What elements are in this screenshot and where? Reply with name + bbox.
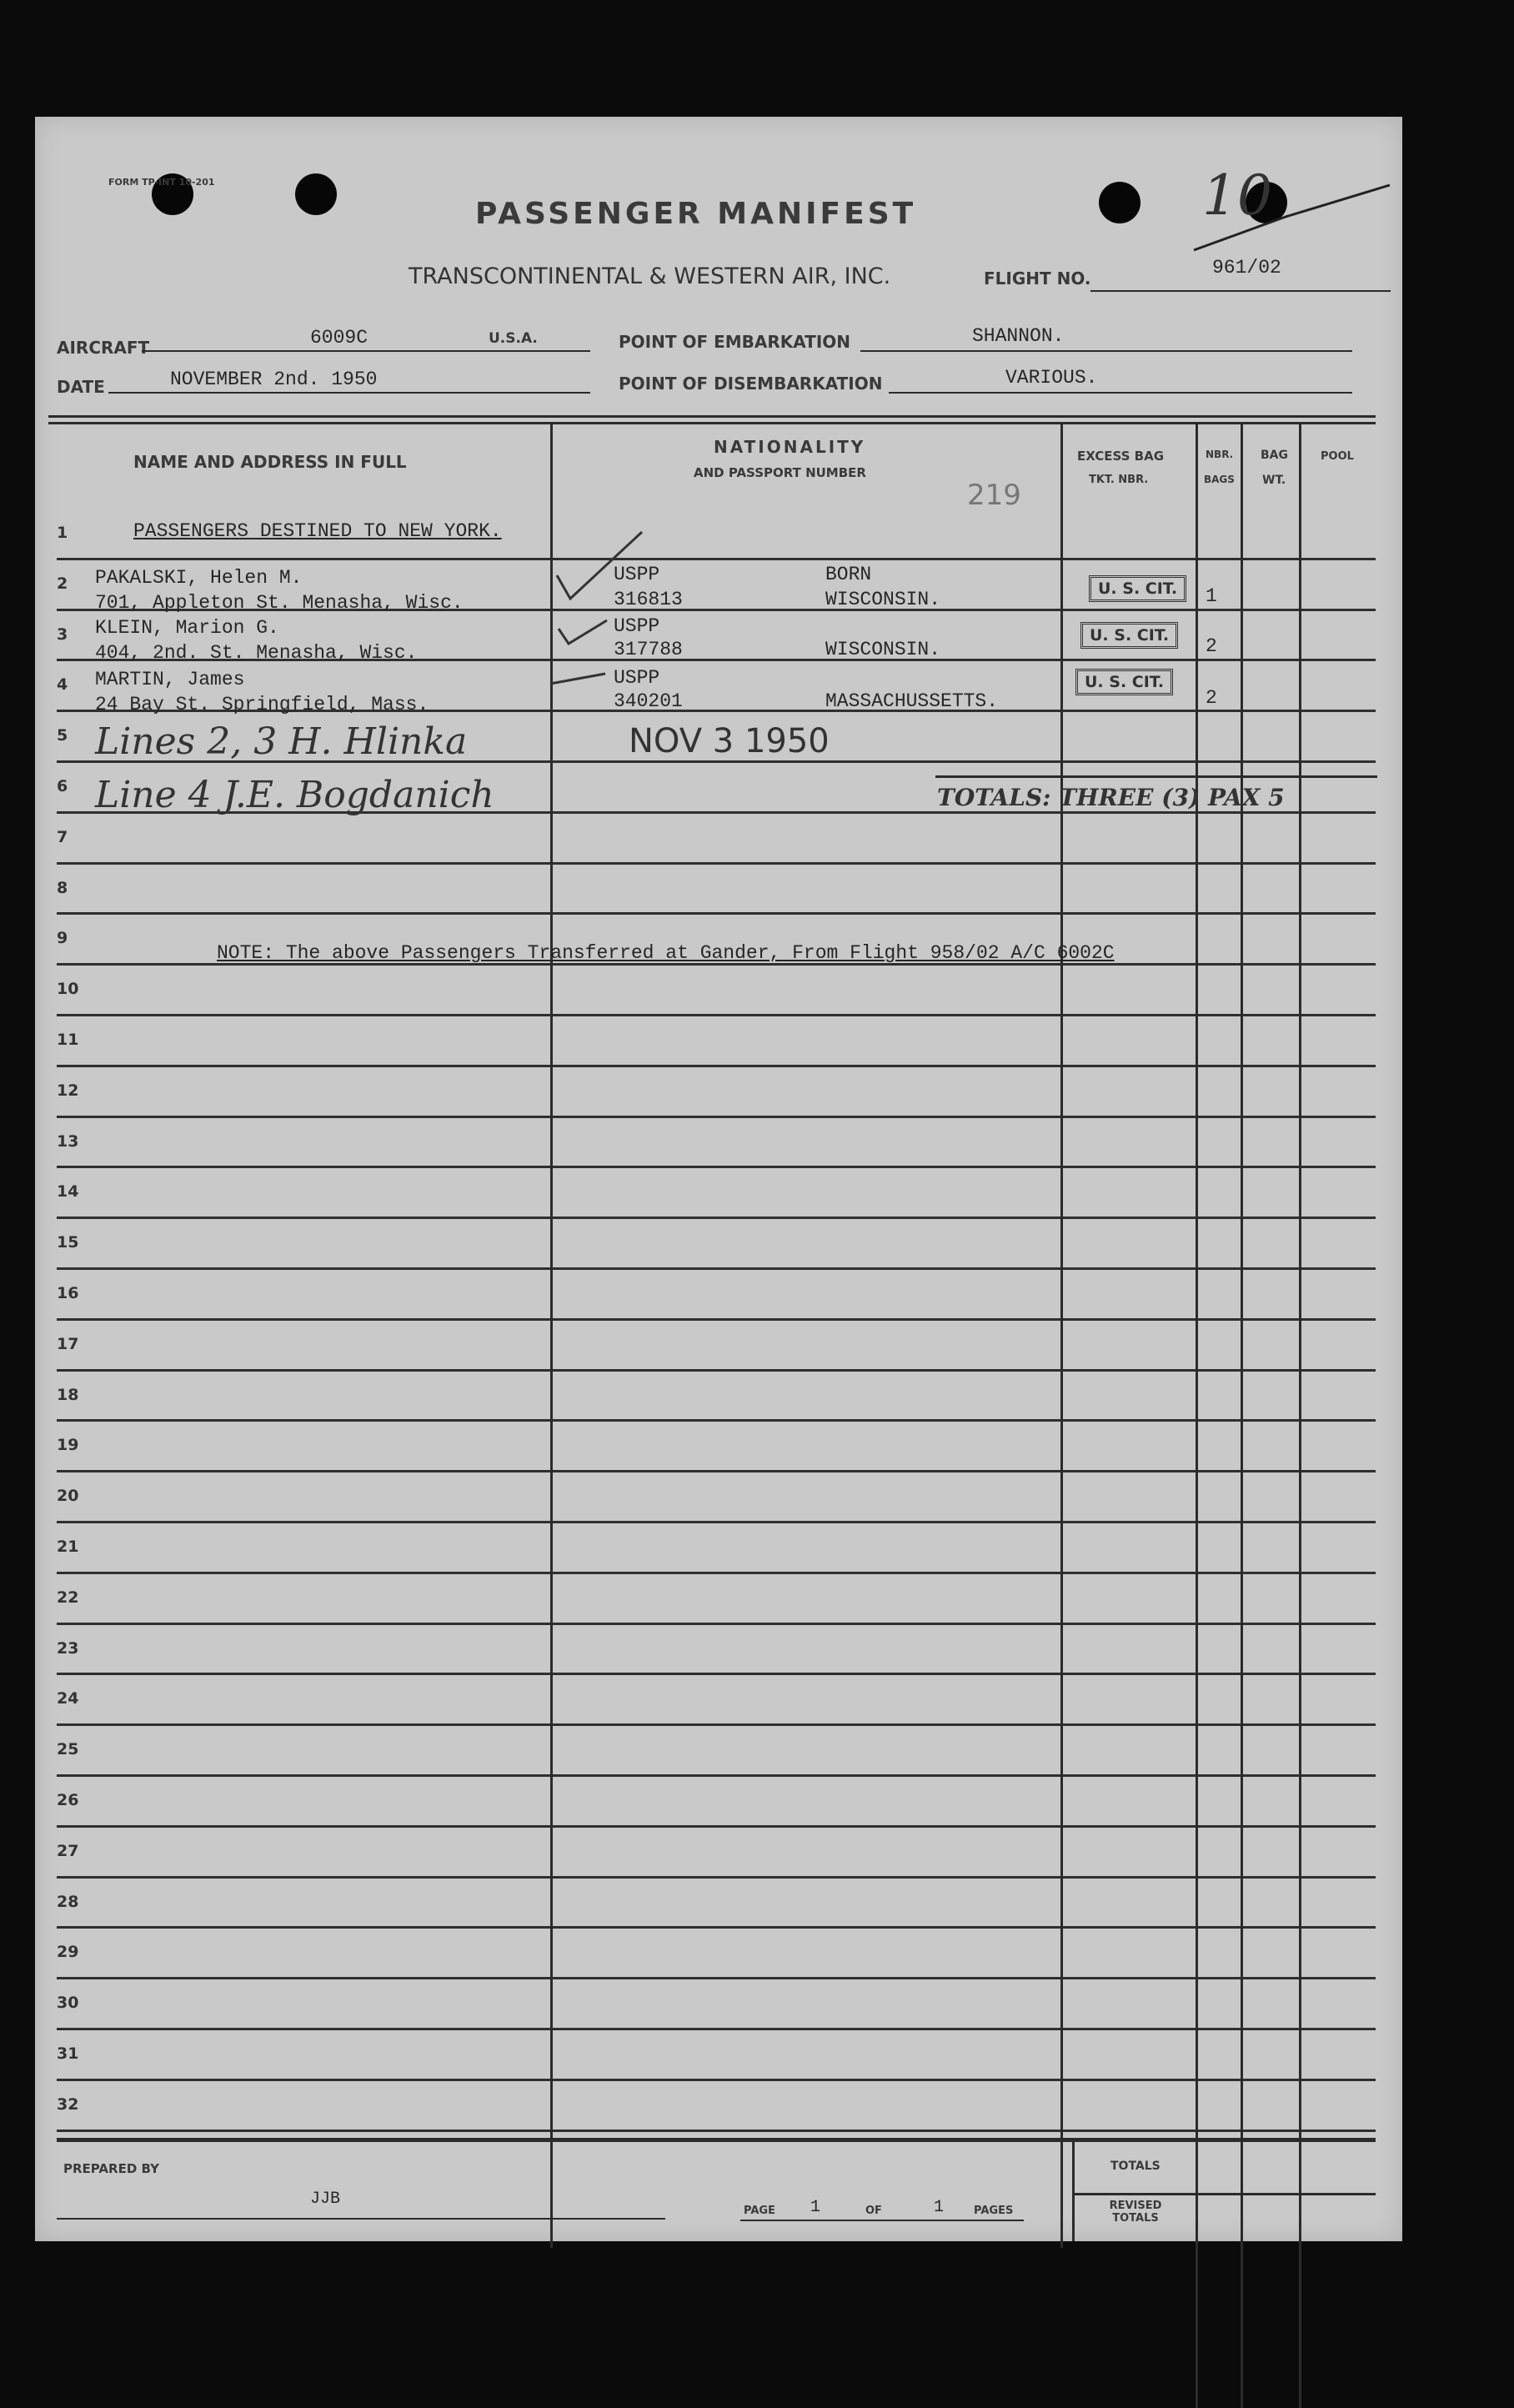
row-number: 6 bbox=[57, 777, 68, 795]
form-number: FORM TP-INT 10-201 bbox=[108, 177, 215, 188]
transfer-note: NOTE: The above Passengers Transferred at Gander, From Flight 958/02 A/C 6002C bbox=[217, 942, 1115, 964]
column-header-pool: POOL bbox=[1321, 450, 1354, 463]
passenger-name: PAKALSKI, Helen M. bbox=[95, 567, 303, 589]
citizen-stamp: U. S. CIT. bbox=[1080, 622, 1178, 649]
row-rule bbox=[57, 558, 1376, 560]
birthplace: MASSACHUSSETTS. bbox=[825, 690, 999, 712]
row-number: 29 bbox=[57, 1943, 79, 1962]
row-rule bbox=[57, 1369, 1376, 1372]
embarkation-value: SHANNON. bbox=[972, 325, 1065, 347]
row-number: 26 bbox=[57, 1791, 79, 1809]
date-label: DATE bbox=[57, 377, 105, 397]
row-rule bbox=[57, 1723, 1376, 1726]
corner-mark: 10 bbox=[1202, 163, 1272, 228]
punch-hole bbox=[295, 173, 337, 215]
column-header-wt: WT. bbox=[1262, 474, 1286, 487]
date-value: NOVEMBER 2nd. 1950 bbox=[170, 369, 378, 390]
passport-number: 317788 bbox=[614, 639, 683, 660]
row-number: 8 bbox=[57, 878, 68, 897]
column-header-excess-bag: EXCESS BAG bbox=[1077, 449, 1165, 464]
passport-type: USPP bbox=[614, 564, 660, 585]
manifest-sheet bbox=[35, 117, 1402, 2241]
corner-strike-mark bbox=[1186, 150, 1394, 258]
column-header-nationality: NATIONALITY bbox=[714, 437, 866, 457]
column-header-name: NAME AND ADDRESS IN FULL bbox=[133, 452, 407, 472]
column-header-nbr: NBR. bbox=[1206, 449, 1234, 460]
row-number: 4 bbox=[57, 675, 68, 695]
row-number: 23 bbox=[57, 1638, 79, 1658]
row-number: 7 bbox=[57, 827, 68, 846]
row-number: 31 bbox=[57, 2044, 79, 2063]
row-number: 20 bbox=[57, 1487, 79, 1506]
row-rule bbox=[57, 1166, 1376, 1168]
column-header-bags: BAGS bbox=[1204, 474, 1235, 485]
section-heading: PASSENGERS DESTINED TO NEW YORK. bbox=[133, 520, 502, 542]
row-number: 3 bbox=[57, 625, 68, 644]
passenger-address: 24 Bay St. Springfield, Mass. bbox=[95, 694, 429, 715]
aircraft-value: 6009C bbox=[310, 327, 368, 349]
passenger-name: MARTIN, James bbox=[95, 669, 245, 690]
of-label: OF bbox=[865, 2205, 882, 2217]
row-rule bbox=[57, 1318, 1376, 1321]
prepared-by-label: PREPARED BY bbox=[63, 2161, 159, 2176]
date-stamp: NOV 3 1950 bbox=[629, 722, 830, 760]
disembarkation-label: POINT OF DISEMBARKATION bbox=[619, 374, 883, 394]
flight-no-label: FLIGHT NO. bbox=[984, 268, 1091, 288]
totals-label: TOTALS bbox=[1110, 2160, 1161, 2173]
column-header-passport: AND PASSPORT NUMBER bbox=[694, 465, 866, 480]
row-number: 28 bbox=[57, 1892, 79, 1911]
row-rule bbox=[57, 1572, 1376, 1574]
row-rule bbox=[57, 2079, 1376, 2081]
header-number: 219 bbox=[967, 479, 1021, 512]
revised-totals-label: REVISED TOTALS bbox=[1109, 2200, 1162, 2225]
row-number: 24 bbox=[57, 1689, 79, 1708]
row-number: 1 bbox=[57, 524, 68, 542]
bag-count: 2 bbox=[1206, 635, 1217, 657]
row-number: 25 bbox=[57, 1740, 79, 1759]
page-label: PAGE bbox=[744, 2205, 775, 2217]
row-rule bbox=[57, 1065, 1376, 1067]
column-header-ticket-number: TKT. NBR. bbox=[1089, 474, 1149, 486]
row-rule bbox=[57, 1926, 1376, 1929]
passport-type: USPP bbox=[614, 615, 660, 637]
passenger-name: KLEIN, Marion G. bbox=[95, 617, 279, 639]
row-number: 16 bbox=[57, 1284, 79, 1302]
row-number: 13 bbox=[57, 1131, 79, 1151]
passport-number: 340201 bbox=[614, 690, 683, 712]
bag-count: 2 bbox=[1206, 687, 1217, 709]
row-rule bbox=[57, 1470, 1376, 1472]
disembarkation-value: VARIOUS. bbox=[1005, 367, 1098, 389]
row-rule bbox=[57, 862, 1376, 865]
row-rule bbox=[57, 1267, 1376, 1270]
bag-count: 1 bbox=[1206, 585, 1217, 607]
handwritten-annotation: Lines 2, 3 H. Hlinka bbox=[95, 720, 468, 763]
country-value: U.S.A. bbox=[489, 330, 538, 347]
row-rule bbox=[57, 1977, 1376, 1979]
row-number: 15 bbox=[57, 1233, 79, 1252]
row-number: 21 bbox=[57, 1538, 79, 1556]
row-number: 10 bbox=[57, 980, 79, 999]
carrier-name: TRANSCONTINENTAL & WESTERN AIR, INC. bbox=[409, 263, 891, 289]
check-marks bbox=[534, 524, 659, 690]
aircraft-label: AIRCRAFT bbox=[57, 338, 150, 358]
row-rule bbox=[57, 1774, 1376, 1777]
row-number: 17 bbox=[57, 1334, 79, 1353]
row-rule bbox=[57, 2028, 1376, 2030]
birthplace: WISCONSIN. bbox=[825, 639, 941, 660]
row-rule bbox=[57, 1876, 1376, 1879]
row-number: 18 bbox=[57, 1385, 79, 1404]
row-number: 27 bbox=[57, 1841, 79, 1860]
row-rule bbox=[57, 1116, 1376, 1118]
passport-number: 316813 bbox=[614, 589, 683, 610]
citizen-stamp: U. S. CIT. bbox=[1075, 669, 1173, 695]
row-number: 5 bbox=[57, 726, 68, 745]
row-number: 2 bbox=[57, 574, 68, 593]
handwritten-annotation: Line 4 J.E. Bogdanich bbox=[95, 774, 494, 816]
row-rule bbox=[57, 1623, 1376, 1625]
row-number: 22 bbox=[57, 1588, 79, 1607]
row-number: 14 bbox=[57, 1182, 79, 1201]
row-rule bbox=[57, 1217, 1376, 1219]
flight-number: 961/02 bbox=[1212, 257, 1281, 278]
row-rule bbox=[57, 1825, 1376, 1828]
row-number: 11 bbox=[57, 1031, 79, 1049]
column-header-bag: BAG bbox=[1261, 449, 1288, 462]
row-number: 19 bbox=[57, 1436, 79, 1455]
pages-label: PAGES bbox=[974, 2205, 1014, 2217]
row-rule bbox=[57, 1014, 1376, 1016]
row-rule bbox=[57, 2130, 1376, 2132]
citizen-stamp: U. S. CIT. bbox=[1089, 575, 1186, 602]
row-rule bbox=[57, 1419, 1376, 1422]
row-number: 30 bbox=[57, 1994, 79, 2013]
row-number: 9 bbox=[57, 929, 68, 948]
row-rule bbox=[57, 1521, 1376, 1523]
embarkation-label: POINT OF EMBARKATION bbox=[619, 332, 851, 352]
prepared-by-value: JJB bbox=[310, 2190, 341, 2209]
row-number: 12 bbox=[57, 1081, 79, 1100]
passenger-address: 404, 2nd. St. Menasha, Wisc. bbox=[95, 642, 418, 664]
total-pages: 1 bbox=[934, 2198, 945, 2217]
form-title: PASSENGER MANIFEST bbox=[475, 197, 917, 231]
passport-type: USPP bbox=[614, 667, 660, 689]
row-rule bbox=[57, 912, 1376, 915]
passenger-address: 701, Appleton St. Menasha, Wisc. bbox=[95, 592, 464, 614]
birthplace: WISCONSIN. bbox=[825, 589, 941, 610]
row-rule bbox=[57, 1673, 1376, 1675]
birth-label: BORN bbox=[825, 564, 872, 585]
row-number: 32 bbox=[57, 2094, 79, 2114]
page-number: 1 bbox=[810, 2198, 821, 2217]
punch-hole bbox=[1099, 182, 1141, 223]
handwritten-totals: TOTALS: THREE (3) PAX 5 bbox=[937, 784, 1285, 811]
